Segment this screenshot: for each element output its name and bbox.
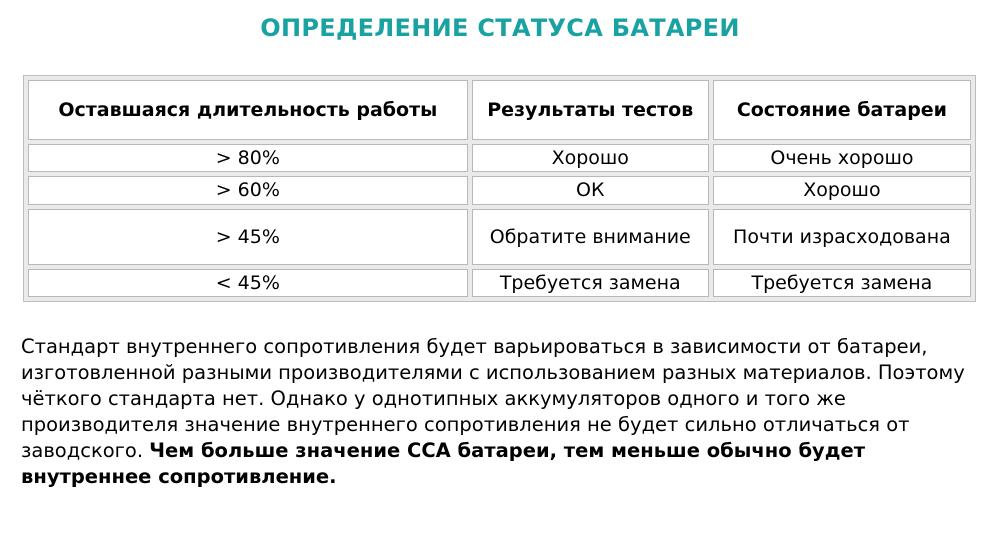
cell-test-result: Требуется замена	[472, 269, 709, 297]
table-row	[28, 176, 971, 204]
cell-runtime: > 80%	[28, 144, 468, 172]
explanation-paragraph	[21, 334, 981, 490]
cell-test-result: Хорошо	[472, 144, 709, 172]
header-remaining-runtime: Оставшаяся длительность работы	[28, 80, 468, 140]
header-battery-condition: Состояние батареи	[713, 80, 971, 140]
cell-runtime: < 45%	[28, 269, 468, 297]
paragraph-text: Стандарт внутреннего сопротивления будет варьироваться в зависимости от батареи, изготовленной разными производителями с использованием разных материалов. Поэтому чёткого стандарта нет. Однако у однотипных аккумуляторов одного и того же производителя значение внутреннего сопротивления не будет сильно отличаться от заводского.	[21, 335, 965, 462]
cell-condition: Требуется замена	[713, 269, 971, 297]
cell-condition: Почти израсходована	[713, 209, 971, 265]
table-row	[28, 209, 971, 265]
header-test-results: Результаты тестов	[472, 80, 709, 140]
table-row	[28, 269, 971, 297]
cell-runtime: > 60%	[28, 176, 468, 204]
cell-condition: Хорошо	[713, 176, 971, 204]
battery-status-table	[23, 75, 976, 302]
paragraph-emphasis: Чем больше значение CCA батареи, тем меньше обычно будет внутреннее сопротивление.	[21, 439, 866, 488]
cell-condition: Очень хорошо	[713, 144, 971, 172]
page-title: ОПРЕДЕЛЕНИЕ СТАТУСА БАТАРЕИ	[260, 14, 740, 42]
table-row	[28, 144, 971, 172]
cell-test-result: ОК	[472, 176, 709, 204]
cell-runtime: > 45%	[28, 209, 468, 265]
table-header-row	[28, 80, 971, 140]
cell-test-result: Обратите внимание	[472, 209, 709, 265]
